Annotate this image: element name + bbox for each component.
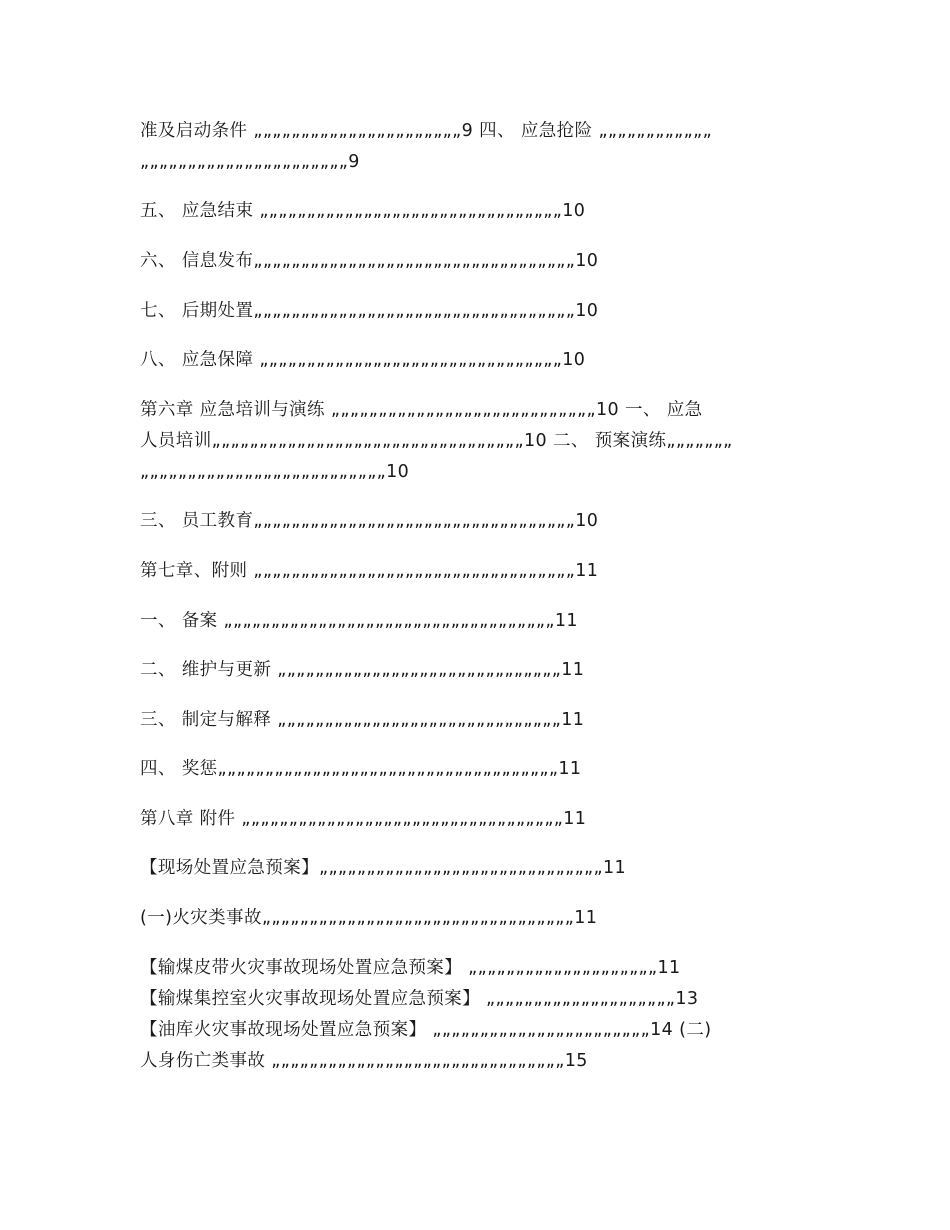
toc-line: 第七章、附则 „„„„„„„„„„„„„„„„„„„„„„„„„„„„„„„„„„11 (140, 561, 599, 581)
toc-line: 人身伤亡类事故 „„„„„„„„„„„„„„„„„„„„„„„„„„„„„„„15 (140, 1051, 588, 1071)
toc-line: (一)火灾类事故„„„„„„„„„„„„„„„„„„„„„„„„„„„„„„„„„11 (140, 908, 598, 928)
toc-line: „„„„„„„„„„„„„„„„„„„„„„„„„„10 (140, 462, 410, 482)
toc-line: 八、 应急保障 „„„„„„„„„„„„„„„„„„„„„„„„„„„„„„„„10 (140, 350, 586, 370)
toc-line: 第八章 附件 „„„„„„„„„„„„„„„„„„„„„„„„„„„„„„„„„„11 (140, 809, 587, 829)
toc-line: 人员培训„„„„„„„„„„„„„„„„„„„„„„„„„„„„„„„„„10 二、 预案演练„„„„„„„ (140, 431, 733, 451)
toc-line: 五、 应急结束 „„„„„„„„„„„„„„„„„„„„„„„„„„„„„„„„10 (140, 201, 586, 221)
toc-line: 【油库火灾事故现场处置应急预案】 „„„„„„„„„„„„„„„„„„„„„„„14 (二) (140, 1020, 712, 1040)
toc-line: 一、 备案 „„„„„„„„„„„„„„„„„„„„„„„„„„„„„„„„„„„11 (140, 611, 578, 631)
toc-line: 三、 员工教育„„„„„„„„„„„„„„„„„„„„„„„„„„„„„„„„„„10 (140, 511, 599, 531)
toc-line: 【输煤皮带火灾事故现场处置应急预案】 „„„„„„„„„„„„„„„„„„„„11 (140, 958, 681, 978)
toc-line: 第六章 应急培训与演练 „„„„„„„„„„„„„„„„„„„„„„„„„„„„10 一、 应急 (140, 400, 703, 420)
toc-line: 七、 后期处置„„„„„„„„„„„„„„„„„„„„„„„„„„„„„„„„„„10 (140, 301, 599, 321)
toc-line: 【现场处置应急预案】„„„„„„„„„„„„„„„„„„„„„„„„„„„„„„11 (140, 858, 627, 878)
toc-line: 准及启动条件 „„„„„„„„„„„„„„„„„„„„„„9 四、 应急抢险 „„„„„„„„„„„„ (140, 121, 713, 141)
toc-line: 三、 制定与解释 „„„„„„„„„„„„„„„„„„„„„„„„„„„„„„11 (140, 710, 585, 730)
toc-line: 二、 维护与更新 „„„„„„„„„„„„„„„„„„„„„„„„„„„„„„11 (140, 660, 585, 680)
toc-line: 四、 奖惩„„„„„„„„„„„„„„„„„„„„„„„„„„„„„„„„„„„„11 (140, 759, 582, 779)
toc-line: 六、 信息发布„„„„„„„„„„„„„„„„„„„„„„„„„„„„„„„„„„10 (140, 251, 599, 271)
toc-line: „„„„„„„„„„„„„„„„„„„„„„9 (140, 152, 360, 172)
toc-line: 【输煤集控室火灾事故现场处置应急预案】 „„„„„„„„„„„„„„„„„„„„13 (140, 989, 699, 1009)
